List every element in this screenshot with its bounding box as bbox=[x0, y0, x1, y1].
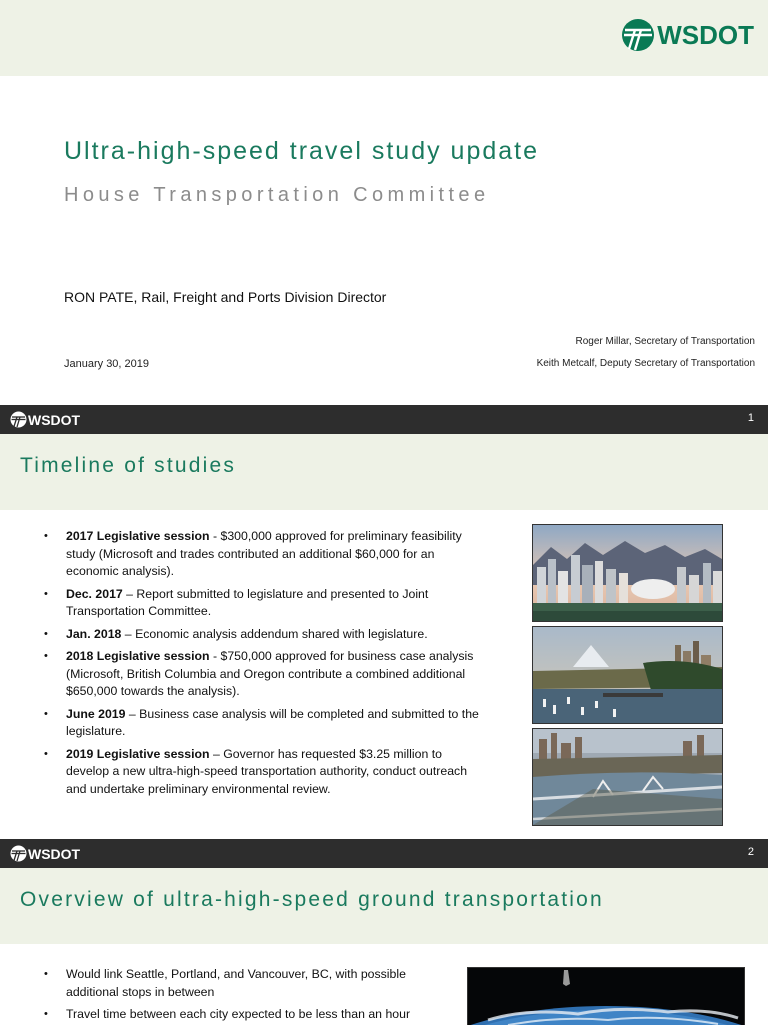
bullet-heading: Dec. 2017 bbox=[66, 586, 123, 601]
wsdot-logo-icon bbox=[621, 18, 655, 52]
wsdot-logo-small bbox=[10, 845, 80, 862]
bullet-text: - $300,000 approved for preliminary feasibility study (Microsoft and trades contributed an additional $60,000 for an economic analysis). bbox=[66, 529, 462, 578]
wsdot-logo-icon bbox=[10, 411, 27, 428]
bullet-heading: 2017 Legislative session bbox=[66, 529, 210, 543]
slide-footer-bar bbox=[0, 839, 768, 868]
wsdot-logo-text: WSDOT bbox=[657, 19, 754, 50]
bullet-dot: • bbox=[44, 1008, 48, 1020]
bullet-dot: • bbox=[44, 530, 48, 542]
overview-bullet-list bbox=[44, 966, 439, 1029]
list-item bbox=[44, 626, 484, 644]
presentation-subtitle: House Transportation Committee bbox=[64, 184, 490, 206]
list-item bbox=[44, 586, 484, 621]
bullet-dot: • bbox=[44, 968, 48, 980]
list-item bbox=[44, 746, 484, 799]
earth-from-space-photo bbox=[467, 967, 745, 1025]
bullet-text: - $750,000 approved for business case analysis (Microsoft, British Columbia and Oregon contribute a combined additional $650,000 towards the analysis). bbox=[66, 649, 474, 698]
page-number: 1 bbox=[747, 412, 754, 424]
bullet-dot: • bbox=[44, 650, 48, 662]
portland-bridges-photo bbox=[532, 728, 723, 826]
list-item bbox=[44, 706, 484, 741]
bullet-text: – Economic analysis addendum shared with legislature. bbox=[121, 626, 428, 641]
slide-title-band bbox=[0, 434, 768, 510]
deputy-secretary-credit: Keith Metcalf, Deputy Secretary of Transportation bbox=[536, 358, 755, 369]
timeline-bullet-list bbox=[44, 528, 484, 803]
slide-title-band bbox=[0, 868, 768, 944]
bullet-text: – Report submitted to legislature and presented to Joint Transportation Committee. bbox=[66, 586, 429, 618]
bullet-heading: 2018 Legislative session bbox=[66, 649, 210, 663]
bullet-dot: • bbox=[44, 747, 48, 760]
presenter-name: RON PATE, Rail, Freight and Ports Division Director bbox=[64, 289, 387, 305]
seattle-harbor-photo bbox=[532, 626, 723, 724]
bullet-heading: Jan. 2018 bbox=[66, 626, 122, 641]
bullet-dot: • bbox=[44, 587, 48, 600]
page-number: 2 bbox=[747, 846, 754, 858]
wsdot-logo-text: WSDOT bbox=[28, 845, 81, 862]
bullet-heading: June 2019 bbox=[66, 706, 126, 721]
title-slide-header bbox=[0, 0, 768, 76]
list-item bbox=[44, 966, 439, 1001]
bullet-text: Would link Seattle, Portland, and Vancouver, BC, with possible additional stops in between bbox=[66, 967, 406, 999]
slide-title: Overview of ultra-high-speed ground transportation bbox=[20, 888, 604, 911]
bullet-text: – Business case analysis will be completed and submitted to the legislature. bbox=[66, 706, 479, 738]
wsdot-logo-small bbox=[10, 411, 80, 428]
slide-footer-bar bbox=[0, 405, 768, 434]
bullet-text: – Governor has requested $3.25 million to develop a new ultra-high-speed transportation authority, conduct outreach and undertake preliminary environmental review. bbox=[66, 746, 468, 796]
list-item bbox=[44, 528, 484, 581]
vancouver-skyline-photo bbox=[532, 524, 723, 622]
secretary-credit: Roger Millar, Secretary of Transportation bbox=[575, 336, 755, 347]
wsdot-logo-text: WSDOT bbox=[28, 411, 81, 428]
list-item bbox=[44, 648, 484, 701]
list-item bbox=[44, 1006, 439, 1024]
bullet-dot: • bbox=[44, 707, 48, 720]
bullet-dot: • bbox=[44, 627, 48, 640]
bullet-text: Travel time between each city expected to be less than an hour bbox=[66, 1007, 411, 1021]
wsdot-logo bbox=[621, 18, 754, 52]
wsdot-logo-icon bbox=[10, 845, 27, 862]
bullet-heading: 2019 Legislative session bbox=[66, 746, 210, 761]
presentation-date: January 30, 2019 bbox=[64, 358, 150, 370]
presentation-title: Ultra-high-speed travel study update bbox=[64, 137, 540, 165]
slide-title: Timeline of studies bbox=[20, 454, 237, 477]
